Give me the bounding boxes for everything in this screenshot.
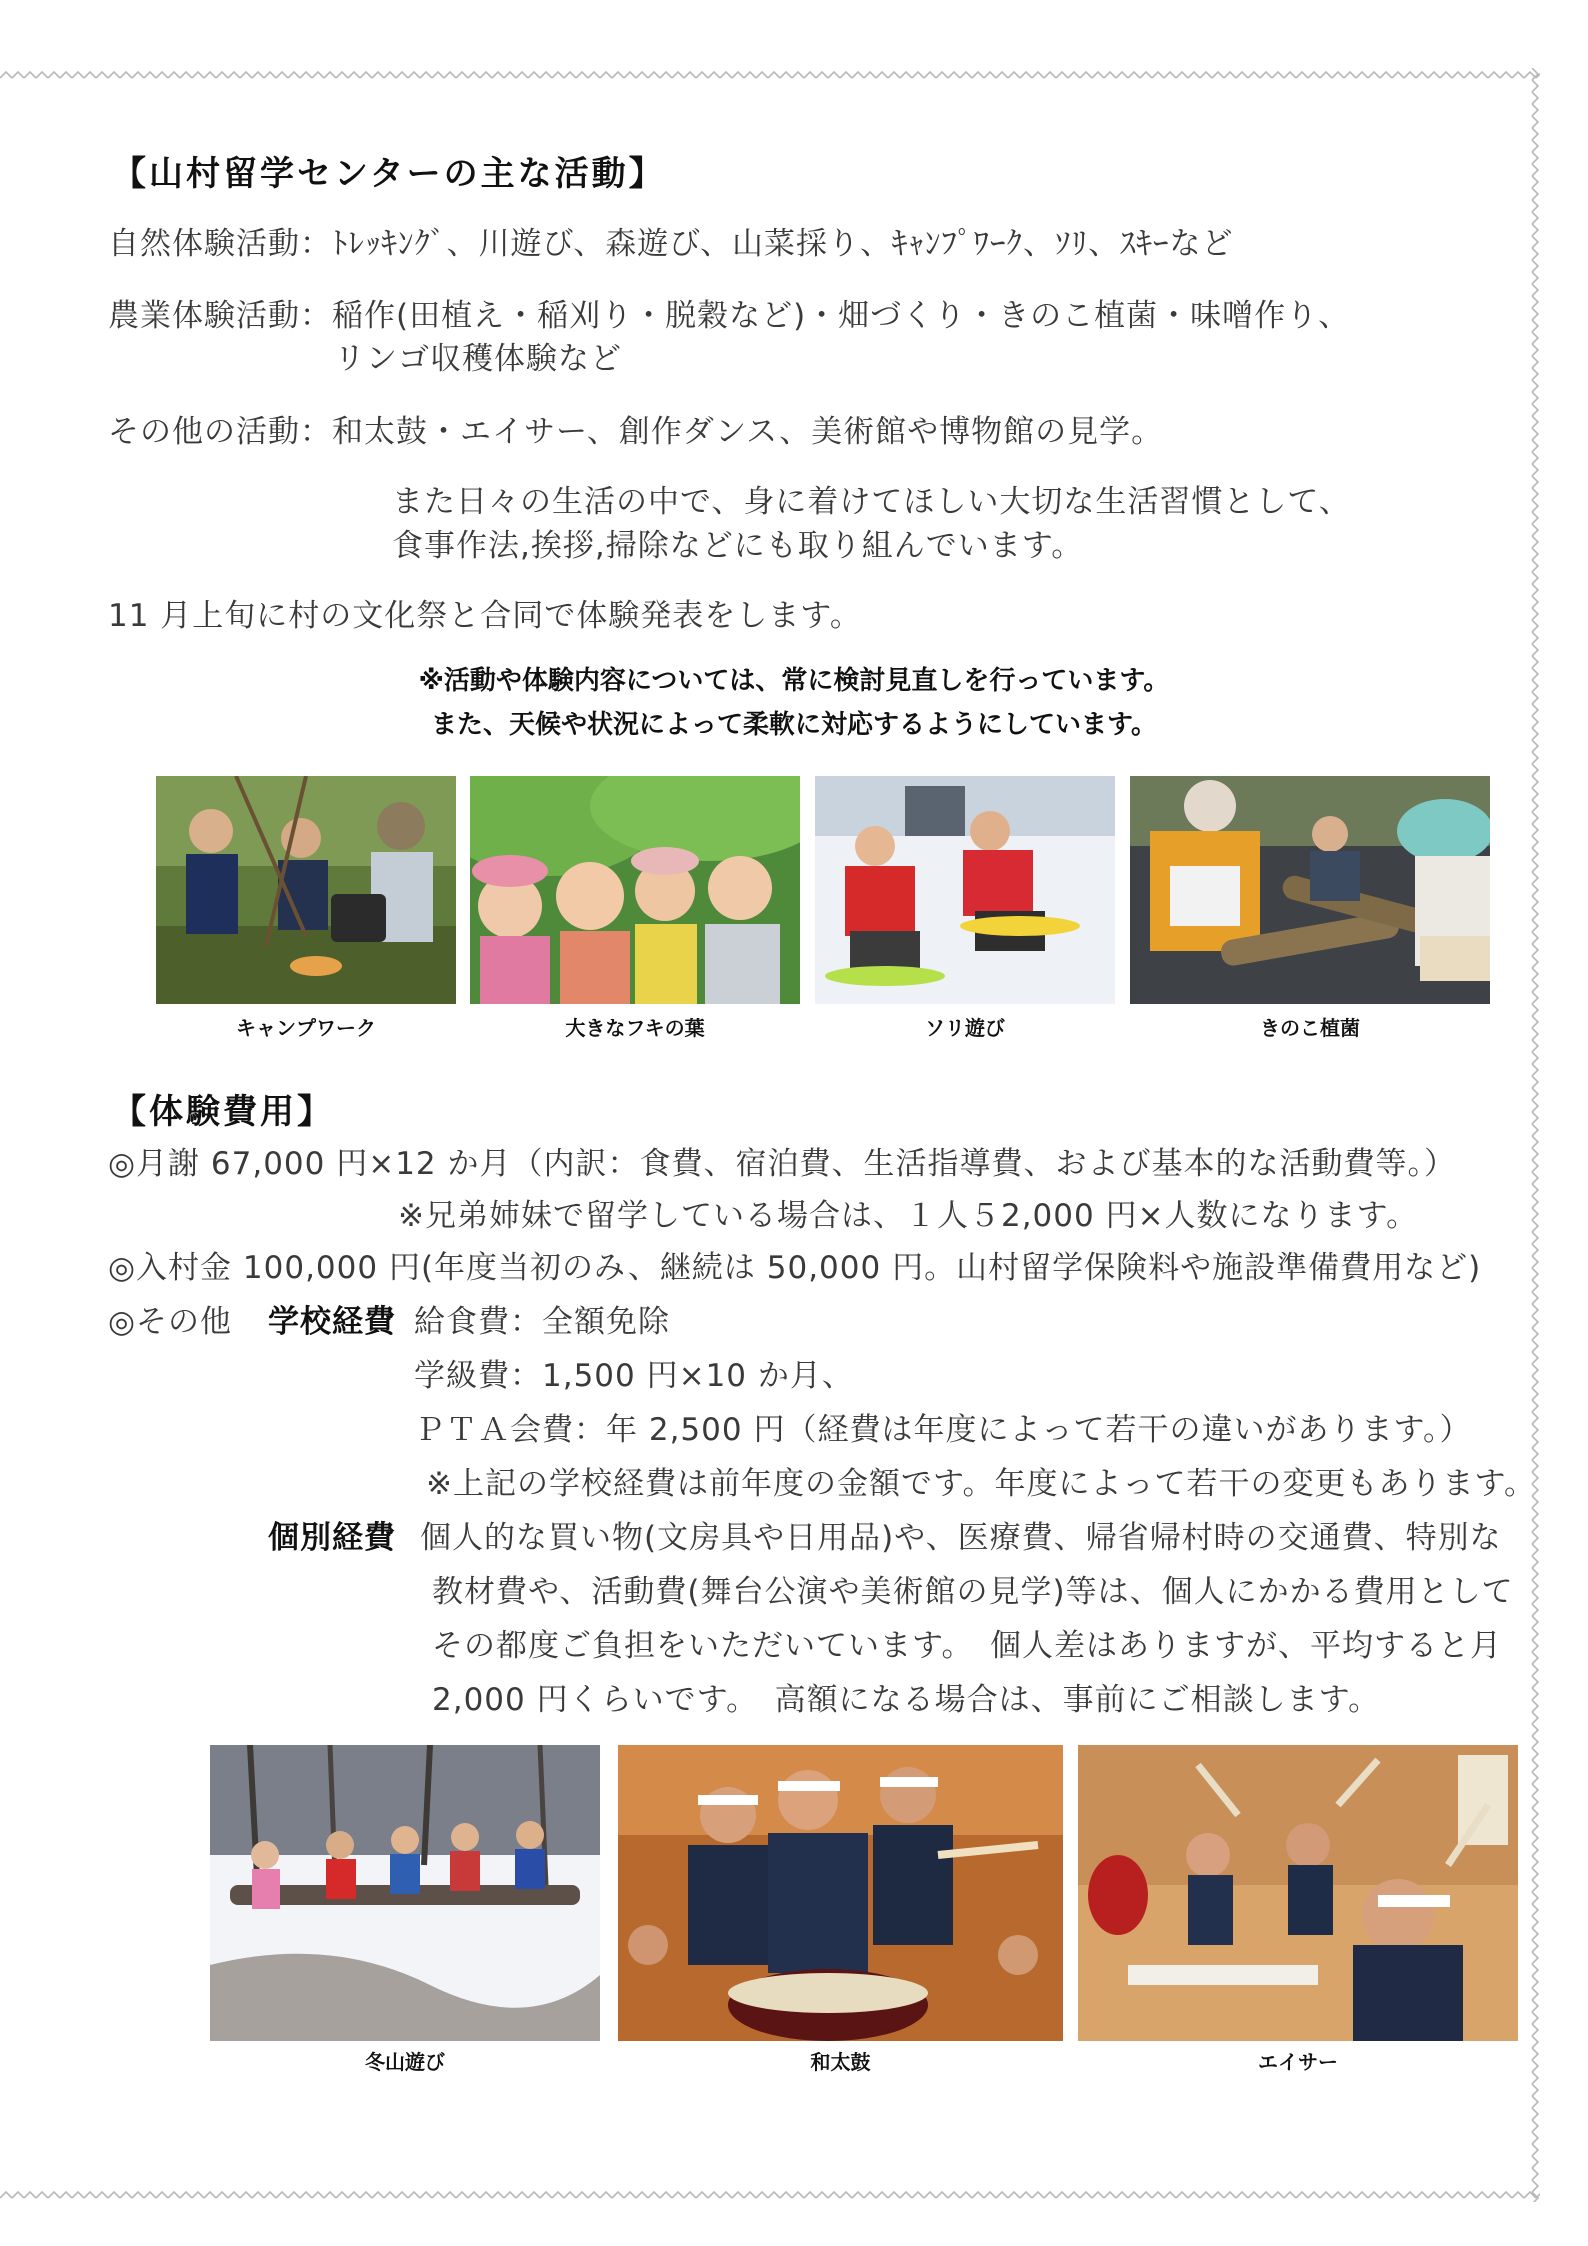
photo-eisa-dance <box>1078 1745 1518 2041</box>
caption-butterbur-leaves: 大きなフキの葉 <box>565 1016 705 1040</box>
nature-activities <box>108 218 1234 263</box>
school-costs-note: ※上記の学校経費は前年度の金額です。年度によって若干の変更もあります。 <box>426 1466 1537 1502</box>
photo-mushroom-inoculation <box>1130 776 1490 1004</box>
habits-line-1: また日々の生活の中で、身に着けてほしい大切な生活習慣として、 <box>392 484 1351 520</box>
other-label: その他の活動： <box>108 414 332 450</box>
other-activities <box>108 406 1163 451</box>
other-costs-label: ◎その他 <box>108 1304 233 1340</box>
festival-text: 11 月上旬に村の文化祭と合同で体験発表をします。 <box>108 598 862 634</box>
farm-activities <box>108 290 1350 335</box>
nature-label: 自然体験活動： <box>108 226 332 262</box>
costs-heading: 【体験費用】 <box>112 1092 334 1132</box>
nature-text: ﾄﾚｯｷﾝｸﾞ、川遊び、森遊び、山菜採り、ｷｬﾝﾌﾟﾜｰｸ、ｿﾘ、ｽｷｰなど <box>332 226 1234 262</box>
pta-fee: ＰＴＡ会費：年 2,500 円（経費は年度によって若干の違いがあります。） <box>414 1412 1472 1448</box>
review-note-2: また、天候や状況によって柔軟に対応するようにしています。 <box>431 710 1157 740</box>
caption-japanese-drums: 和太鼓 <box>810 2050 871 2074</box>
page-border-right <box>1528 68 1542 2202</box>
farm-label: 農業体験活動： <box>108 298 332 334</box>
caption-mushroom-inoculation: きのこ植菌 <box>1260 1016 1360 1040</box>
photo-winter-mountain-play <box>210 1745 600 2041</box>
photo-japanese-drums <box>618 1745 1063 2041</box>
farm-text-2: リンゴ収穫体験など <box>334 341 622 377</box>
photo-sled-play <box>815 776 1115 1004</box>
personal-costs-line-1: 個人的な買い物(文房具や日用品)や、医療費、帰省帰村時の交通費、特別な <box>420 1520 1502 1556</box>
activities-heading: 【山村留学センターの主な活動】 <box>112 154 666 194</box>
caption-camp-work: キャンプワーク <box>236 1016 376 1040</box>
farm-text-1: 稲作(田植え・稲刈り・脱穀など)・畑づくり・きのこ植菌・味噌作り、 <box>332 298 1351 334</box>
caption-winter-mountain-play: 冬山遊び <box>365 2050 445 2074</box>
habits-line-2: 食事作法,挨拶,掃除などにも取り組んでいます。 <box>392 528 1084 564</box>
page-border-top <box>0 68 1540 82</box>
entry-fee: ◎入村金 100,000 円(年度当初のみ、継続は 50,000 円。山村留学保険料や施設準備費用など) <box>108 1250 1482 1286</box>
page-border-bottom <box>0 2188 1540 2202</box>
photo-camp-work <box>156 776 456 1004</box>
other-text: 和太鼓・エイサー、創作ダンス、美術館や博物館の見学。 <box>332 414 1164 450</box>
photo-butterbur-leaves <box>470 776 800 1004</box>
caption-sled-play: ソリ遊び <box>925 1016 1005 1040</box>
personal-costs-line-3: その都度ご負担をいただいています。 個人差はありますが、平均すると月 <box>432 1628 1503 1664</box>
personal-costs-label: 個別経費 <box>268 1520 396 1556</box>
monthly-fee: ◎月謝 67,000 円×12 か月（内訳：食費、宿泊費、生活指導費、および基本的な活動費等。） <box>108 1146 1456 1182</box>
school-lunch-fee: 給食費：全額免除 <box>414 1304 670 1340</box>
caption-eisa-dance: エイサー <box>1258 2050 1338 2074</box>
class-fee: 学級費：1,500 円×10 か月、 <box>414 1358 854 1394</box>
personal-costs-line-4: 2,000 円くらいです。 高額になる場合は、事前にご相談します。 <box>432 1682 1381 1718</box>
siblings-note: ※兄弟姉妹で留学している場合は、１人５2,000 円×人数になります。 <box>398 1198 1419 1234</box>
personal-costs-line-2: 教材費や、活動費(舞台公演や美術館の見学)等は、個人にかかる費用として <box>432 1574 1514 1610</box>
school-costs-label: 学校経費 <box>268 1304 396 1340</box>
review-note-1: ※活動や体験内容については、常に検討見直しを行っています。 <box>418 666 1170 696</box>
